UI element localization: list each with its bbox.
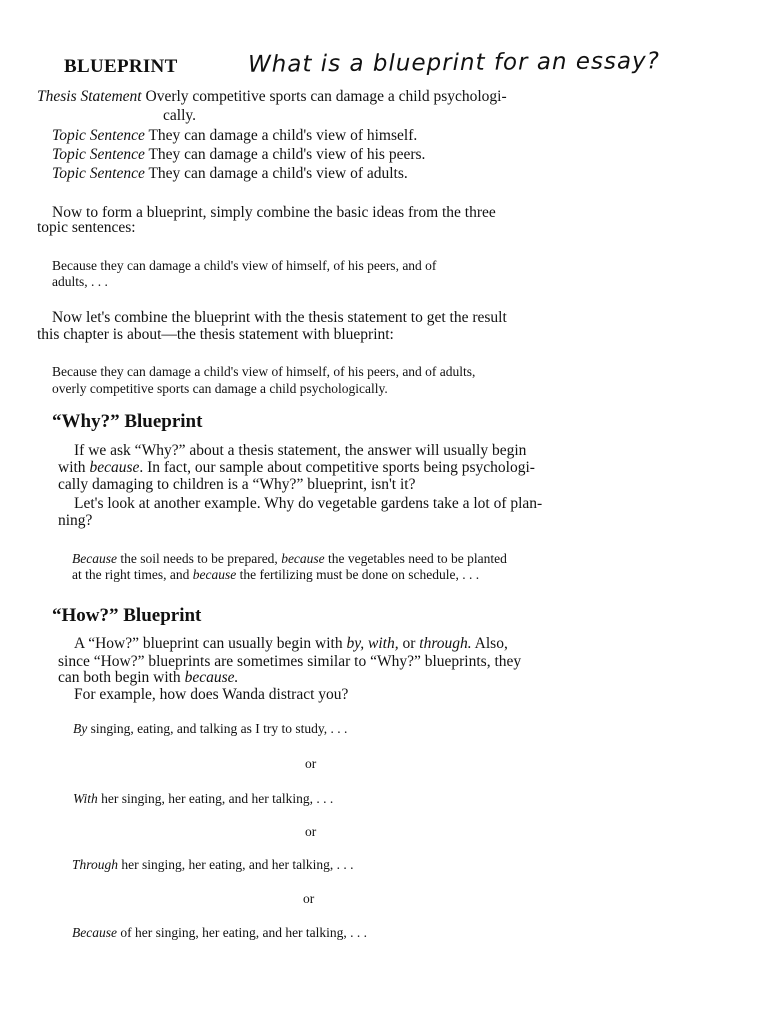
handwritten-note: What is a blueprint for an essay? <box>247 48 660 78</box>
text-run: at the right times, and <box>72 567 193 582</box>
topic-text: They can damage a child's view of adults. <box>148 165 408 182</box>
text-run: her singing, her eating, and her talking, . . . <box>118 857 354 872</box>
body-text: For example, how does Wanda distract you? <box>74 686 349 703</box>
emphasis: because <box>281 551 325 566</box>
topic-text: They can damage a child's view of his peers. <box>148 146 426 163</box>
or-separator: or <box>305 824 317 839</box>
thesis-label: Thesis Statement <box>37 88 142 105</box>
text-run: her singing, her eating, and her talking, . . . <box>97 791 334 806</box>
example-text <box>73 790 333 807</box>
body-text: topic sentences: <box>37 219 136 236</box>
body-text <box>58 459 535 476</box>
emphasis: because <box>89 459 140 476</box>
example-text: overly competitive sports can damage a child psychologically. <box>52 381 388 396</box>
example-text <box>72 856 353 873</box>
emphasis: Because <box>72 551 117 566</box>
example-text: adults, . . . <box>52 274 108 289</box>
topic-row <box>52 164 408 183</box>
topic-label: Topic Sentence <box>52 146 145 163</box>
body-text: If we ask “Why?” about a thesis statement, the answer will usually begin <box>74 442 527 459</box>
topic-row <box>52 145 425 164</box>
text-run: can both begin with <box>58 669 185 686</box>
body-text: Let's look at another example. Why do vegetable gardens take a lot of plan- <box>74 495 543 512</box>
body-text: this chapter is about—the thesis statement with blueprint: <box>37 326 394 343</box>
text-run: A “How?” blueprint can usually begin with <box>74 635 347 652</box>
body-text: since “How?” blueprints are sometimes similar to “Why?” blueprints, they <box>58 653 522 670</box>
thesis-row <box>37 87 507 106</box>
emphasis: because. <box>184 669 239 686</box>
body-text: cally damaging to children is a “Why?” blueprint, isn't it? <box>58 476 416 493</box>
topic-text: They can damage a child's view of himself. <box>148 127 418 144</box>
emphasis: because <box>192 567 237 582</box>
topic-row <box>52 126 417 145</box>
text-run: of her singing, her eating, and her talking, . . . <box>116 925 368 940</box>
example-text: Because they can damage a child's view of himself, of his peers, and of adults, <box>52 364 476 379</box>
body-text: Now to form a blueprint, simply combine the basic ideas from the three <box>52 204 496 221</box>
text-run: or <box>398 635 420 652</box>
text-run: with <box>58 459 90 476</box>
emphasis: By <box>73 721 88 736</box>
emphasis: through. <box>419 635 472 652</box>
example-text: Because they can damage a child's view of himself, of his peers, and of <box>52 258 437 273</box>
body-text <box>74 635 508 652</box>
body-text: Now let's combine the blueprint with the thesis statement to get the result <box>52 309 507 326</box>
example-text <box>72 566 479 583</box>
emphasis: Because <box>72 925 117 940</box>
example-text <box>72 550 507 567</box>
body-text <box>58 669 238 686</box>
example-text <box>73 720 347 737</box>
thesis-text-continued: cally. <box>163 107 196 124</box>
or-separator: or <box>305 756 317 771</box>
text-run: Also, <box>471 635 508 652</box>
example-text <box>72 924 367 941</box>
section-heading-why: “Why?” Blueprint <box>52 411 203 432</box>
emphasis: by, with, <box>346 635 399 652</box>
text-run: the fertilizing must be done on schedule, . . . <box>236 567 480 582</box>
body-text: ning? <box>58 512 93 529</box>
topic-label: Topic Sentence <box>52 165 145 182</box>
topic-label: Topic Sentence <box>52 127 145 144</box>
section-heading-how: “How?” Blueprint <box>52 605 202 626</box>
text-run: singing, eating, and talking as I try to study, . . . <box>87 721 348 736</box>
text-run: . In fact, our sample about competitive sports being psychologi- <box>139 459 535 476</box>
thesis-text: Overly competitive sports can damage a child psychologi- <box>145 88 507 105</box>
text-run: the vegetables need to be planted <box>324 551 507 566</box>
or-separator: or <box>303 891 315 906</box>
emphasis: Through <box>72 857 119 872</box>
emphasis: With <box>73 791 98 806</box>
text-run: the soil needs to be prepared, <box>116 551 282 566</box>
page-title: BLUEPRINT <box>64 56 178 77</box>
